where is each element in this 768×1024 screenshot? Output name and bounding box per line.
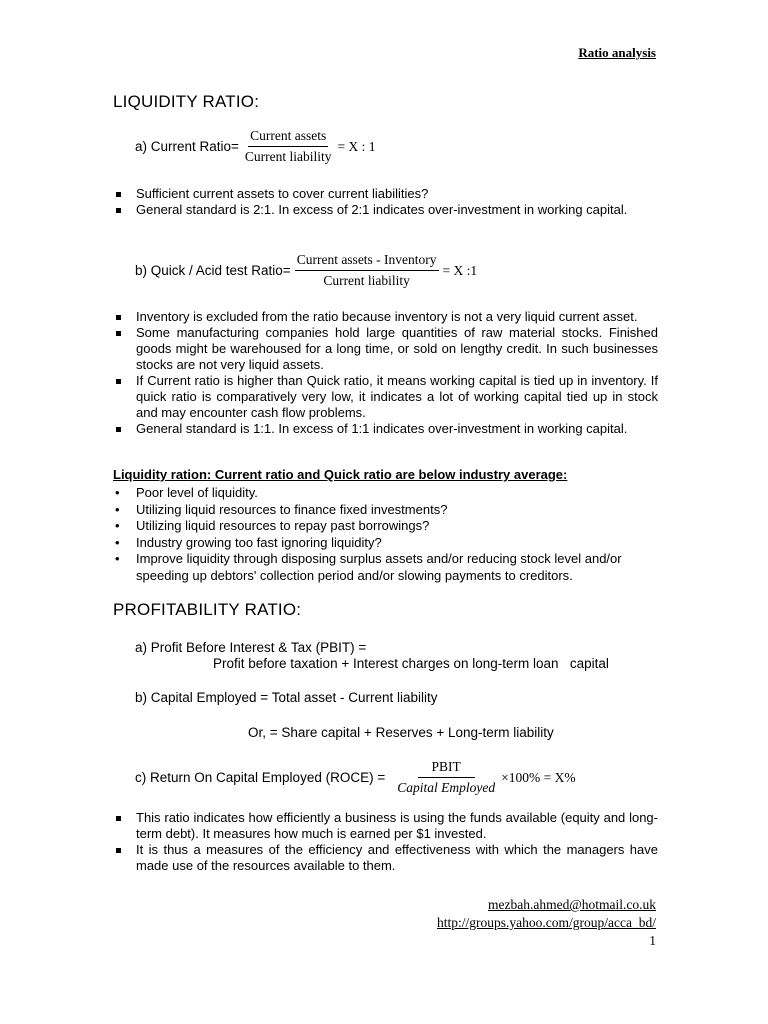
list-item: This ratio indicates how efficiently a business is using the funds available (equity and long-term debt). It measures how much is earned per $1 invested. [113, 810, 658, 842]
list-item: It is thus a measures of the efficiency and effectiveness with which the managers have made use of the resources available to them. [113, 842, 658, 874]
quick-ratio-bullets [113, 309, 658, 437]
quick-ratio-fraction [295, 252, 439, 289]
page-header-title: Ratio analysis [578, 45, 656, 60]
below-average-heading: Liquidity ration: Current ratio and Quick ratio are below industry average: [113, 467, 568, 482]
fraction-numerator: Current assets - Inventory [295, 252, 439, 271]
current-ratio-fraction [243, 128, 334, 165]
current-ratio-bullets [113, 186, 658, 218]
fraction-result: = X : 1 [337, 138, 376, 154]
roce-label: c) Return On Capital Employed (ROCE) = [135, 770, 386, 785]
roce-formula [135, 759, 576, 796]
list-item: General standard is 2:1. In excess of 2:1 indicates over-investment in working capital. [113, 202, 658, 218]
capital-employed-label: b) Capital Employed = Total asset - Current liability [135, 690, 438, 705]
list-item: If Current ratio is higher than Quick ratio, it means working capital is tied up in inventory. If quick ratio is comparatively very low, it indicates a lot of working capital tied up in stock and may encounter cash flow problems. [113, 373, 658, 421]
current-ratio-formula [135, 128, 376, 165]
roce-bullets [113, 810, 658, 874]
list-item: General standard is 1:1. In excess of 1:1 indicates over-investment in working capital. [113, 421, 658, 437]
pbit-definition: Profit before taxation + Interest charges on long-term loan capital [213, 656, 609, 671]
quick-ratio-label: b) Quick / Acid test Ratio= [135, 263, 291, 278]
footer-email[interactable]: mezbah.ahmed@hotmail.co.uk [487, 897, 656, 912]
profitability-heading: PROFITABILITY RATIO: [113, 600, 302, 619]
list-item: Inventory is excluded from the ratio because inventory is not a very liquid current asset. [113, 309, 658, 325]
fraction-result: = X :1 [442, 262, 478, 278]
list-item: • Improve liquidity through disposing surplus assets and/or reducing stock level and/or speeding up debtors' collection period and/or slowing payments to creditors. [113, 551, 658, 584]
list-item: Some manufacturing companies hold large quantities of raw material stocks. Finished goods might be warehoused for a long time, or sold on lengthy credit. In such businesses stocks are not very liquid assets. [113, 325, 658, 373]
list-item: Sufficient current assets to cover current liabilities? [113, 186, 658, 202]
list-item: • Industry growing too fast ignoring liquidity? [113, 535, 658, 552]
capital-employed-alt: Or, = Share capital + Reserves + Long-term liability [248, 725, 554, 740]
pbit-label: a) Profit Before Interest & Tax (PBIT) = [135, 640, 367, 655]
fraction-numerator: PBIT [418, 759, 475, 778]
roce-fraction [395, 759, 497, 796]
fraction-denominator: Current liability [323, 273, 410, 288]
quick-ratio-formula [135, 252, 477, 289]
list-item: • Poor level of liquidity. [113, 485, 658, 502]
list-item: • Utilizing liquid resources to finance fixed investments? [113, 502, 658, 519]
below-average-bullets [113, 485, 658, 584]
fraction-denominator: Capital Employed [397, 780, 496, 795]
list-item: • Utilizing liquid resources to repay past borrowings? [113, 518, 658, 535]
liquidity-heading: LIQUIDITY RATIO: [113, 92, 260, 111]
current-ratio-label: a) Current Ratio= [135, 139, 239, 154]
fraction-numerator: Current assets [248, 128, 328, 147]
fraction-result: ×100% = X% [501, 769, 576, 785]
fraction-denominator: Current liability [244, 149, 332, 164]
footer-url[interactable]: http://groups.yahoo.com/group/acca_bd/ [437, 915, 656, 930]
page-number: 1 [649, 933, 656, 948]
